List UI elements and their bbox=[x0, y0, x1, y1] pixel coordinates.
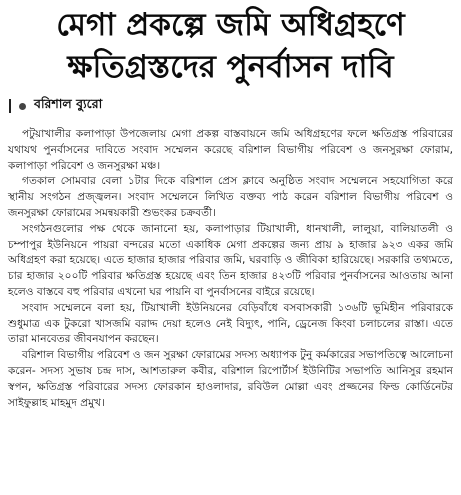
paragraph-4: সংবাদ সম্মেলনে বলা হয়, টিয়াখালী ইউনিয়নের বেড়িবাঁধে বসবাসকারী ১৩৬টি ভূমিহীন পরিবারকে শুধুমাত্র এক টুকরো খাসজমি বরাদ্দ দেয়া হলেও নেই বিদ্যুৎ, পানি, ড্রেনেজ কিংবা চলাচলের রাস্তা। এতে তারা মানবেতর জীবনযাপন করছেন। bbox=[8, 301, 453, 346]
paragraph-2: গতকাল সোমবার বেলা ১টার দিকে বরিশাল প্রেস ক্লাবে অনুষ্ঠিত সংবাদ সম্মেলনে সহযোগিতা করে স্থানীয় সংগঠন প্রজ্জ্বলন। সংবাদ সম্মেলনে লিখিত বক্তব্য পাঠ করেন বরিশাল বিভাগীয় পরিবেশ ও জনসুরক্ষা ফোরামের সমন্বয়কারী শুভংকর চক্রবর্তী। bbox=[8, 175, 453, 219]
bullet-icon bbox=[19, 103, 26, 110]
byline-text: বরিশাল ব্যুরো bbox=[34, 96, 103, 111]
article-body bbox=[8, 127, 453, 411]
paragraph-5: বরিশাল বিভাগীয় পরিবেশ ও জন সুরক্ষা ফোরামের সদস্য অধ্যাপক টুনু কর্মকারের সভাপতিত্বে আলোচনা করেন- সদস্য সুভাষ চন্দ্র দাস, আশতারুল কবীর, বরিশাল রিপোর্টার্স ইউনিটির সভাপতি আনিসুর রহমান স্বপন, ক্ষতিগ্রস্ত পরিবারের সদস্য ফোরকান হাওলাদার, রবিউল মোল্লা এবং প্রজ্জনের ফিল্ড কোর্ডিনেটর সাইফুল্লাহ মাহমুদ প্রমুখ। bbox=[8, 349, 453, 409]
byline-bar bbox=[9, 99, 11, 113]
headline bbox=[0, 4, 461, 88]
paragraph-3: সংগঠনগুলোর পক্ষ থেকে জানানো হয়, কলাপাড়ার টিয়াখালী, ধানখালী, লালুয়া, বালিয়াতলী ও চম্পাপুর ইউনিয়নে পায়রা বন্দরের মতো একাধিক মেগা প্রকল্পের জন্য প্রায় ৯ হাজার ৯২৩ একর জমি অধিগ্রহণ করা হয়েছে। এতে হাজার হাজার পরিবার জমি, ঘরবাড়ি ও জীবিকা হারিয়েছে। সরকারি তথ্যমতে, চার হাজার ২০০টি পরিবার ক্ষতিগ্রস্ত হয়েছে এবং তিন হাজার ৪২৩টি পরিবার পুনর্বাসনের আওতায় আনা হলেও বাস্তবে বহু পরিবার এখনো ঘর পায়নি বা পুনর্বাসনের বাইরে রয়েছে। bbox=[8, 222, 453, 298]
headline-line-1: মেগা প্রকল্পে জমি অধিগ্রহণে bbox=[56, 7, 405, 43]
paragraph-1: পটুয়াখালীর কলাপাড়া উপজেলায় মেগা প্রকল্প বাস্তবায়নে জমি অধিগ্রহণের ফলে ক্ষতিগ্রস্ত পরিবারের যথাযথ পুনর্বাসনের দাবিতে সংবাদ সম্মেলন করেছে বরিশাল বিভাগীয় পরিবেশ ও জনসুরক্ষা ফোরাম, কলাপাড়া পরিবেশ ও জনসুরক্ষা মঞ্চ। bbox=[8, 128, 453, 172]
byline bbox=[9, 96, 102, 116]
headline-line-2: ক্ষতিগ্রস্তদের পুনর্বাসন দাবি bbox=[67, 49, 394, 85]
